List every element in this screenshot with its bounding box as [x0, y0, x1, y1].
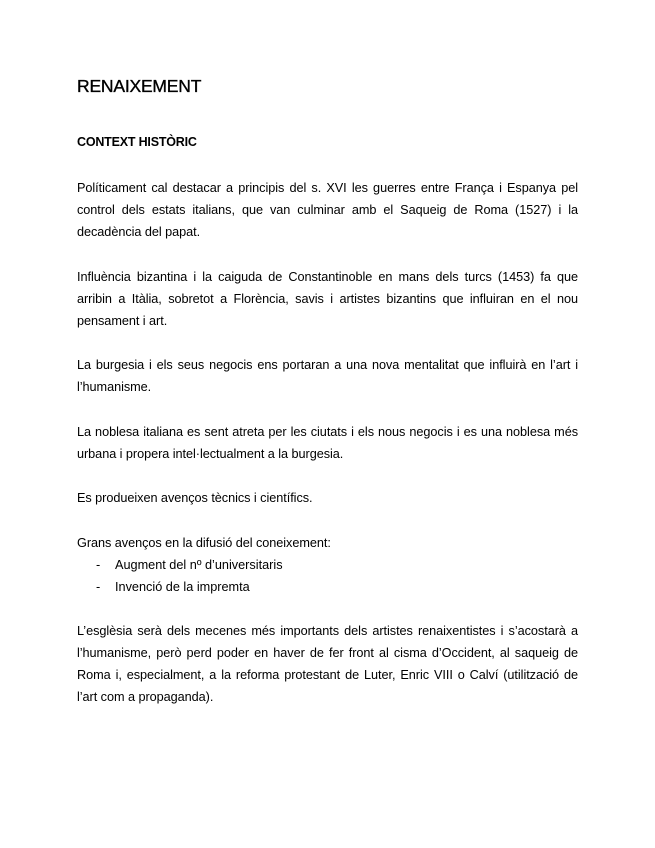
- paragraph-bourgeoisie: La burgesia i els seus negocis ens portaran a una nova mentalitat que influirà en l’art i l’humanisme.: [77, 358, 578, 394]
- list-item: [96, 554, 283, 576]
- paragraph-knowledge-diffusion: Grans avenços en la difusió del coneixement:: [77, 536, 331, 550]
- paragraph-church: L’esglèsia serà dels mecenes més importants dels artistes renaixentistes i s’acostarà a l’humanisme, però perd poder en haver de fer front al cisma d’Occident, al saqueig de Roma i, especialment, a la reforma protestant de Luter, Enric VIII o Calví (utilització de l’art com a propaganda).: [77, 624, 578, 704]
- bullet-marker: -: [96, 580, 101, 594]
- paragraph-technical-advances: Es produeixen avenços tècnics i científics.: [77, 491, 313, 505]
- list-item-text: Augment del nº d’universitaris: [115, 558, 283, 572]
- paragraph-nobility: La noblesa italiana es sent atreta per les ciutats i els nous negocis i es una noblesa més urbana i propera intel·lectualment a la burgesia.: [77, 425, 578, 461]
- bullet-list: [96, 554, 283, 598]
- bullet-marker: -: [96, 558, 101, 572]
- list-item-text: Invenció de la impremta: [115, 580, 250, 594]
- section-heading: CONTEXT HISTÒRIC: [77, 135, 197, 149]
- paragraph-byzantine-influence: Influència bizantina i la caiguda de Constantinoble en mans dels turcs (1453) fa que arribin a Itàlia, sobretot a Florència, savis i artistes bizantins que influiran en el nou pensament i art.: [77, 270, 578, 328]
- document-title: RENAIXEMENT: [77, 76, 202, 96]
- list-item: [96, 576, 283, 598]
- paragraph-politics: Políticament cal destacar a principis del s. XVI les guerres entre França i Espanya pel control dels estats italians, que van culminar amb el Saqueig de Roma (1527) i la decadència del papat.: [77, 181, 578, 239]
